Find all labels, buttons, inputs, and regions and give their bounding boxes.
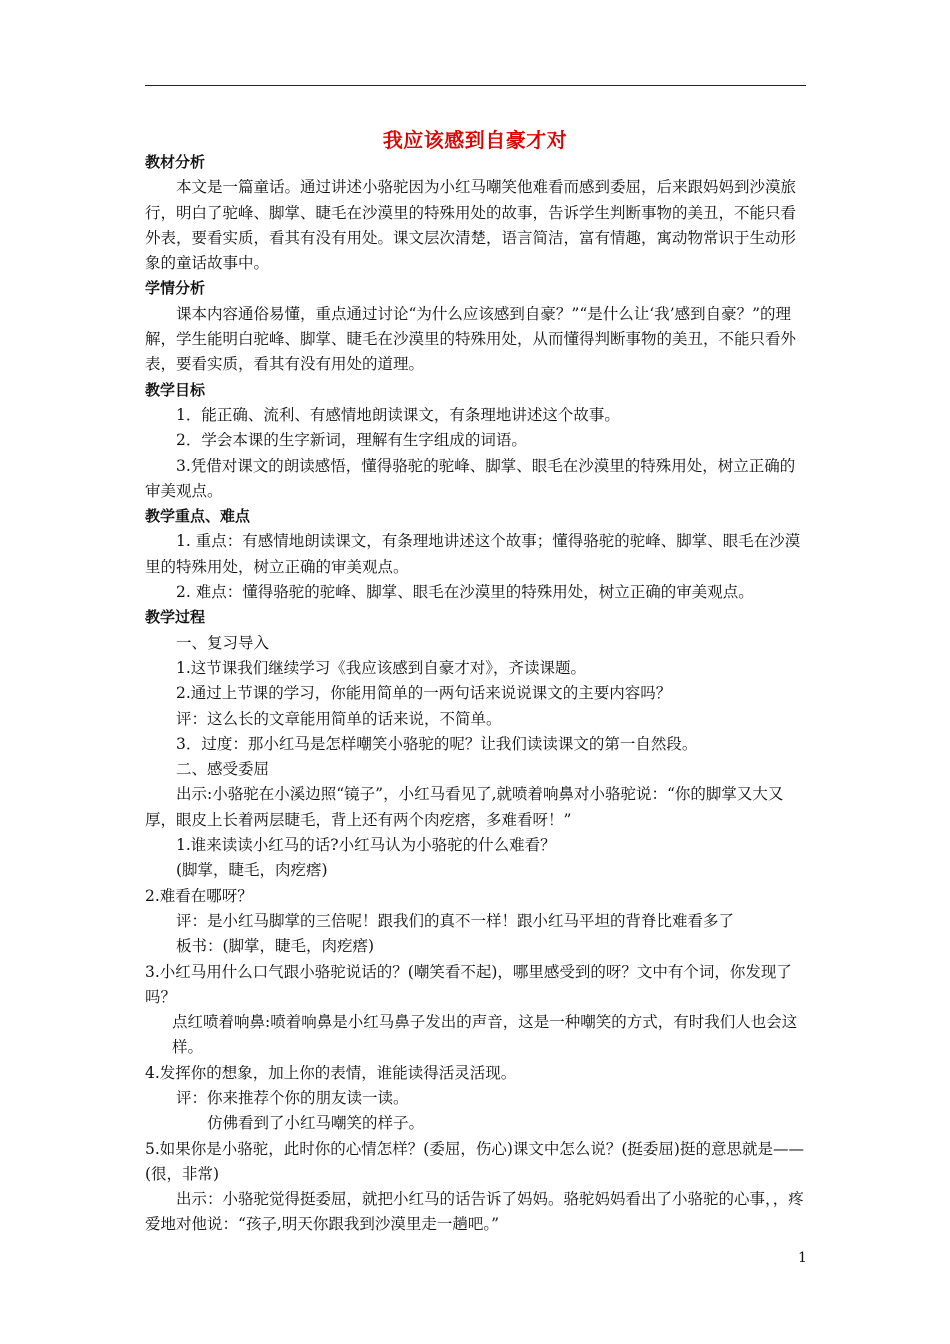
header-rule bbox=[145, 85, 806, 86]
section-heading: 教学重点、难点 bbox=[145, 507, 251, 526]
comment: 仿佛看到了小红马嘲笑的样子。 bbox=[207, 1114, 425, 1133]
document-title: 我应该感到自豪才对 bbox=[382, 128, 568, 152]
list-item: 3.小红马用什么口气跟小骆驼说话的？(嘲笑看不起)，哪里感受到的呀？文中有个词，你发现了吗？ bbox=[145, 962, 792, 1006]
list-item: 5.如果你是小骆驼，此时你的心情怎样？(委屈，伤心)课文中怎么说？(挺委屈)挺的意思就是——(很，非常) bbox=[145, 1139, 804, 1183]
comment: 评：这么长的文章能用简单的话来说，不简单。 bbox=[176, 709, 502, 728]
list-item: 2．学会本课的生字新词，理解有生字组成的词语。 bbox=[176, 431, 527, 450]
section-heading: 学情分析 bbox=[145, 279, 206, 298]
list-item: 1．能正确、流利、有感情地朗读课文，有条理地讲述这个故事。 bbox=[176, 405, 620, 424]
list-item: 2. 难点：懂得骆驼的驼峰、脚掌、眼毛在沙漠里的特殊用处，树立正确的审美观点。 bbox=[176, 583, 754, 602]
board-note: 板书：(脚掌，睫毛，肉疙瘩) bbox=[176, 937, 375, 956]
comment: 评：是小红马脚掌的三倍呢！跟我们的真不一样！跟小红马平坦的背脊比难看多了 bbox=[176, 911, 735, 930]
list-item: 2.难看在哪呀？ bbox=[145, 886, 253, 905]
list-item: 2.通过上节课的学习，你能用简单的一两句话来说说课文的主要内容吗？ bbox=[176, 684, 672, 703]
answer: (脚掌，睫毛，肉疙瘩) bbox=[176, 861, 328, 880]
quote-paragraph: 出示:小骆驼在小溪边照“镜子”，小红马看见了,就喷着响鼻对小骆驼说：“你的脚掌又大又厚，眼皮上长着两层睫毛，背上还有两个肉疙瘩，多难看呀！” bbox=[145, 785, 784, 829]
subheading: 一、复习导入 bbox=[176, 633, 270, 652]
section-heading: 教材分析 bbox=[145, 153, 206, 171]
section-heading: 教学目标 bbox=[145, 380, 206, 399]
comment: 评：你来推荐个你的朋友读一读。 bbox=[176, 1088, 409, 1107]
list-item: 1. 重点：有感情地朗读课文，有条理地讲述这个故事；懂得骆驼的驼峰、脚掌、眼毛在沙漠里的特殊用处，树立正确的审美观点。 bbox=[145, 532, 801, 576]
list-item: 4.发挥你的想象，加上你的表情，谁能读得活灵活现。 bbox=[145, 1063, 517, 1082]
document-body bbox=[145, 150, 810, 1238]
list-item: 1.这节课我们继续学习《我应该感到自豪才对》，齐读课题。 bbox=[176, 658, 587, 677]
list-item: 3．过度：那小红马是怎样嘲笑小骆驼的呢？让我们读读课文的第一自然段。 bbox=[176, 734, 698, 753]
subheading: 二、感受委屈 bbox=[176, 760, 270, 779]
list-item: 1.谁来读读小红马的话?小红马认为小骆驼的什么难看？ bbox=[176, 836, 556, 855]
explanation: 点红喷着响鼻:喷着响鼻是小红马鼻子发出的声音，这是一种嘲笑的方式，有时我们人也会这样。 bbox=[172, 1013, 798, 1057]
paragraph: 课本内容通俗易懂，重点通过讨论“为什么应该感到自豪？”“是什么让‘我’感到自豪？”的理解，学生能明白驼峰、脚掌、睫毛在沙漠里的特殊用处，从而懂得判断事物的美丑，不能只看外表，要看实质，看其有没有用处的道理。 bbox=[145, 304, 797, 374]
paragraph: 本文是一篇童话。通过讲述小骆驼因为小红马嘲笑他难看而感到委屈，后来跟妈妈到沙漠旅行，明白了驼峰、脚掌、睫毛在沙漠里的特殊用处的故事，告诉学生判断事物的美丑，不能只看外表，要看实质，看其有没有用处。课文层次清楚，语言简洁，富有情趣，寓动物常识于生动形象的童话故事中。 bbox=[145, 178, 797, 273]
section-heading: 教学过程 bbox=[145, 608, 206, 627]
page-number: 1 bbox=[798, 1250, 807, 1266]
list-item: 3.凭借对课文的朗读感悟，懂得骆驼的驼峰、脚掌、眼毛在沙漠里的特殊用处，树立正确的审美观点。 bbox=[145, 456, 796, 500]
quote-paragraph: 出示：小骆驼觉得挺委屈，就把小红马的话告诉了妈妈。骆驼妈妈看出了小骆驼的心事，，疼爱地对他说：“孩子,明天你跟我到沙漠里走一趟吧。” bbox=[145, 1190, 804, 1234]
